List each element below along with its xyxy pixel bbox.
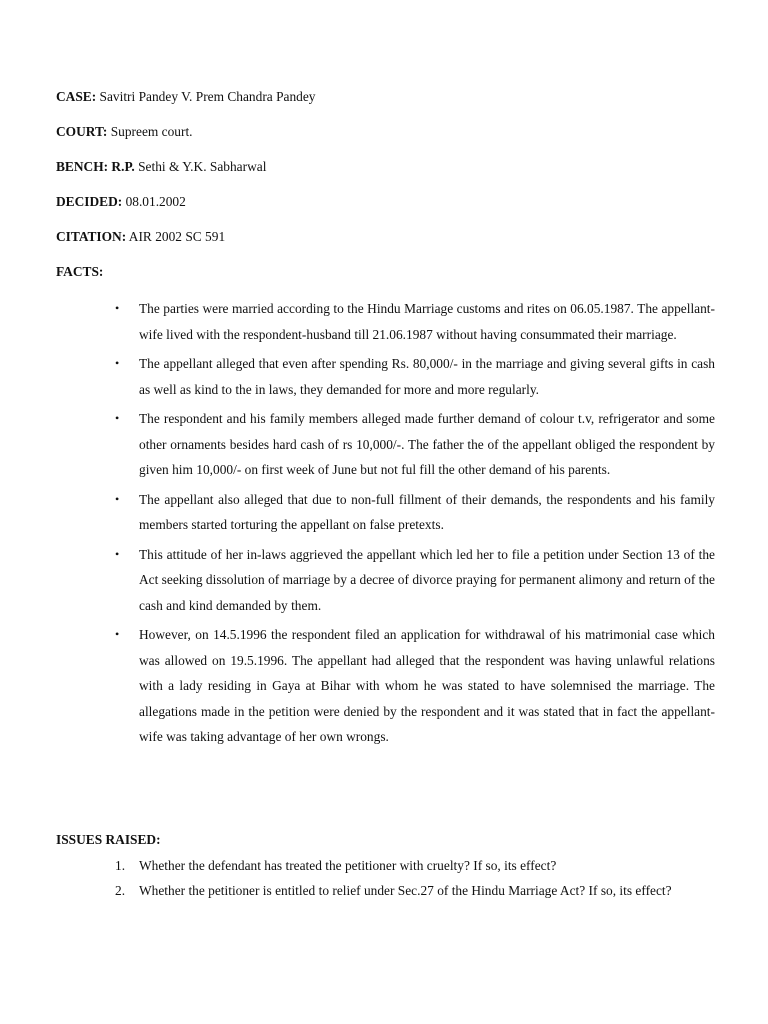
court-line <box>56 123 193 141</box>
issue-number: 2. <box>115 883 126 898</box>
citation-line <box>56 228 225 246</box>
facts-list <box>115 296 715 754</box>
issues-list <box>115 853 715 903</box>
fact-text: The respondent and his family members alleged made further demand of colour t.v, refrigerator and some other ornaments besides hard cash of rs 10,000/-. The father the of the appellant obliged the respondent by given him 10,000/- on first week of June but not ful fill the other demand of his parents. <box>139 411 715 477</box>
bullet-marker: • <box>115 546 120 561</box>
list-item <box>115 406 715 483</box>
court-label: COURT: <box>56 124 108 139</box>
fact-text: This attitude of her in-laws aggrieved the appellant which led her to file a petition under Section 13 of the Act seeking dissolution of marriage by a decree of divorce praying for permanent alimony and return of the cash and kind demanded by them. <box>139 546 715 613</box>
bullet-marker: • <box>115 356 120 370</box>
list-item <box>115 487 715 538</box>
citation-value: AIR 2002 SC 591 <box>126 229 226 244</box>
bullet-marker: • <box>115 411 120 425</box>
fact-text: The appellant alleged that even after spending Rs. 80,000/- in the marriage and giving several gifts in cash as well as kind to the in laws, they demanded for more and more regularly. <box>139 356 715 397</box>
case-label: CASE: <box>56 89 97 104</box>
case-value: Savitri Pandey V. Prem Chandra Pandey <box>96 89 316 104</box>
decided-label: DECIDED: <box>56 194 123 209</box>
list-item <box>115 296 715 347</box>
list-item <box>115 853 715 878</box>
decided-line <box>56 193 186 211</box>
facts-heading-text: FACTS: <box>56 264 104 279</box>
issues-heading: ISSUES RAISED: <box>56 832 161 847</box>
list-item <box>115 878 715 903</box>
fact-text: The appellant also alleged that due to non-full fillment of their demands, the respondents and his family members started torturing the appellant on false pretexts. <box>139 491 715 532</box>
issue-text: Whether the petitioner is entitled to relief under Sec.27 of the Hindu Marriage Act? If so, its effect? <box>139 883 672 898</box>
bullet-marker: • <box>115 627 120 641</box>
court-value: Supreem court. <box>107 124 193 139</box>
list-item <box>115 622 715 750</box>
facts-heading <box>56 263 103 281</box>
list-item <box>115 542 715 619</box>
bullet-marker: • <box>115 491 120 506</box>
list-item <box>115 351 715 402</box>
decided-value: 08.01.2002 <box>122 194 186 209</box>
bench-label: BENCH: R.P. <box>56 159 135 174</box>
issue-number: 1. <box>115 858 126 873</box>
fact-text: The parties were married according to the Hindu Marriage customs and rites on 06.05.1987. The appellant-wife lived with the respondent-husband till 21.06.1987 without having consummated their marriage. <box>139 301 715 342</box>
citation-label: CITATION: <box>56 229 127 244</box>
bench-value: Sethi & Y.K. Sabharwal <box>134 159 267 174</box>
fact-text: However, on 14.5.1996 the respondent filed an application for withdrawal of his matrimonial case which was allowed on 19.5.1996. The appellant had alleged that the respondent was having unlawful relations with a lady residing in Gaya at Bihar with whom he was stated to have solemnised the marriage. The allegations made in the petition were denied by the respondent and it was stated that in fact the appellant-wife was taking advantage of her own wrongs. <box>139 627 715 744</box>
bench-line <box>56 158 266 176</box>
case-line <box>56 88 316 106</box>
bullet-marker: • <box>115 301 120 315</box>
issue-text: Whether the defendant has treated the petitioner with cruelty? If so, its effect? <box>139 858 557 873</box>
